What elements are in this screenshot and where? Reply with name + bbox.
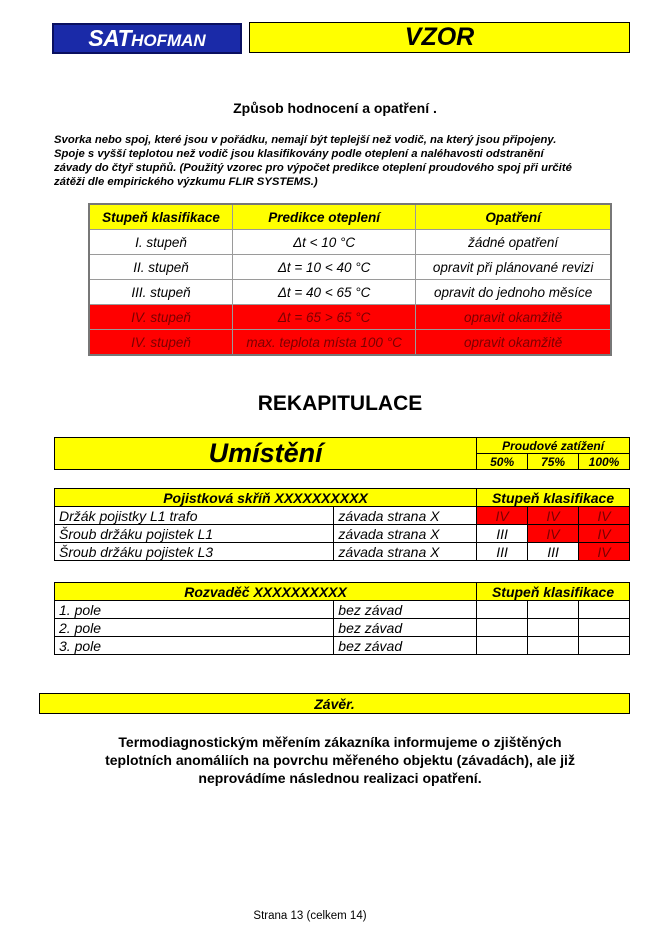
grade-cell: IV <box>477 507 528 525</box>
level-cell: IV. stupeň <box>89 330 232 356</box>
conclusion-title: Závěr. <box>39 693 630 714</box>
col-header-action: Opatření <box>416 204 611 230</box>
col-header-prediction: Predikce oteplení <box>232 204 415 230</box>
item-defect: závada strana X <box>334 507 477 525</box>
level-cell: III. stupeň <box>89 280 232 305</box>
item-name: Šroub držáku pojistek L3 <box>55 543 334 561</box>
header-title: VZOR <box>249 22 630 53</box>
classification-row <box>89 255 611 280</box>
item-name: 2. pole <box>55 619 334 637</box>
distributor-title: Rozvaděč XXXXXXXXXX <box>55 583 477 601</box>
grade-cell <box>477 637 528 655</box>
logo-text-rest: HOFMAN <box>131 31 206 50</box>
prediction-cell: max. teplota místa 100 °C <box>232 330 415 356</box>
grade-header: Stupeň klasifikace <box>477 583 630 601</box>
col-header-level: Stupeň klasifikace <box>89 204 232 230</box>
load-50: 50% <box>477 454 528 470</box>
item-name: 1. pole <box>55 601 334 619</box>
classification-table <box>88 203 612 356</box>
item-name: Držák pojistky L1 trafo <box>55 507 334 525</box>
action-cell: opravit při plánované revizi <box>416 255 611 280</box>
table-row <box>55 507 630 525</box>
item-defect: bez závad <box>334 637 477 655</box>
distributor-table <box>54 582 630 655</box>
fuse-box-title: Pojistková skříň XXXXXXXXXX <box>55 489 477 507</box>
item-defect: bez závad <box>334 601 477 619</box>
item-name: 3. pole <box>55 637 334 655</box>
classification-header-row <box>89 204 611 230</box>
grade-cell: III <box>477 543 528 561</box>
grade-cell: III <box>528 543 579 561</box>
grade-cell <box>528 637 579 655</box>
grade-cell <box>579 601 630 619</box>
prediction-cell: Δt = 10 < 40 °C <box>232 255 415 280</box>
prediction-cell: Δt < 10 °C <box>232 230 415 255</box>
grade-cell: IV <box>528 507 579 525</box>
grade-cell: IV <box>579 525 630 543</box>
level-cell: I. stupeň <box>89 230 232 255</box>
grade-cell: IV <box>528 525 579 543</box>
logo-text-main: SAT <box>88 25 132 51</box>
page-footer: Strana 13 (celkem 14) <box>253 910 367 922</box>
grade-cell: III <box>477 525 528 543</box>
item-name: Šroub držáku pojistek L1 <box>55 525 334 543</box>
grade-cell <box>528 619 579 637</box>
item-defect: závada strana X <box>334 525 477 543</box>
item-defect: závada strana X <box>334 543 477 561</box>
table-row <box>55 619 630 637</box>
company-logo <box>52 23 242 54</box>
classification-row-critical <box>89 305 611 330</box>
action-cell: opravit do jednoho měsíce <box>416 280 611 305</box>
table-row <box>55 601 630 619</box>
location-header-table <box>54 437 630 470</box>
item-defect: bez závad <box>334 619 477 637</box>
grade-cell <box>579 637 630 655</box>
grade-header: Stupeň klasifikace <box>477 489 630 507</box>
table-row <box>55 543 630 561</box>
level-cell: II. stupeň <box>89 255 232 280</box>
load-label: Proudové zatížení <box>477 438 630 454</box>
prediction-cell: Δt = 65 > 65 °C <box>232 305 415 330</box>
conclusion-text: Termodiagnostickým měřením zákazníka informujeme o zjištěných teplotních anomáliích na povrchu měřeného objektu (závadách), ale již neprovádíme následnou realizaci opatření. <box>105 734 575 786</box>
grade-cell <box>528 601 579 619</box>
method-title: Způsob hodnocení a opatření . <box>233 100 437 116</box>
intro-paragraph: Svorka nebo spoj, které jsou v pořádku, nemají být teplejší než vodič, na který jsou připojeny. Spoje s vyšší teplotou než vodič jsou klasifikovány podle oteplení a naléhavosti odstranění závady do čtyř stupňů. (Použitý vzorec pro výpočet predikce oteplení proudového spoj při určité zátěži dle empirického výzkumu FLIR SYSTEMS.) <box>54 134 572 188</box>
grade-cell: IV <box>579 543 630 561</box>
load-75: 75% <box>528 454 579 470</box>
grade-cell: IV <box>579 507 630 525</box>
fuse-box-table <box>54 488 630 561</box>
action-cell: opravit okamžitě <box>416 330 611 356</box>
classification-row-critical <box>89 330 611 356</box>
level-cell: IV. stupeň <box>89 305 232 330</box>
table-row <box>55 525 630 543</box>
classification-row <box>89 280 611 305</box>
load-100: 100% <box>579 454 630 470</box>
action-cell: žádné opatření <box>416 230 611 255</box>
location-label: Umístění <box>55 438 477 470</box>
prediction-cell: Δt = 40 < 65 °C <box>232 280 415 305</box>
classification-row <box>89 230 611 255</box>
action-cell: opravit okamžitě <box>416 305 611 330</box>
table-row <box>55 637 630 655</box>
grade-cell <box>579 619 630 637</box>
recap-title: REKAPITULACE <box>257 392 423 415</box>
grade-cell <box>477 601 528 619</box>
grade-cell <box>477 619 528 637</box>
